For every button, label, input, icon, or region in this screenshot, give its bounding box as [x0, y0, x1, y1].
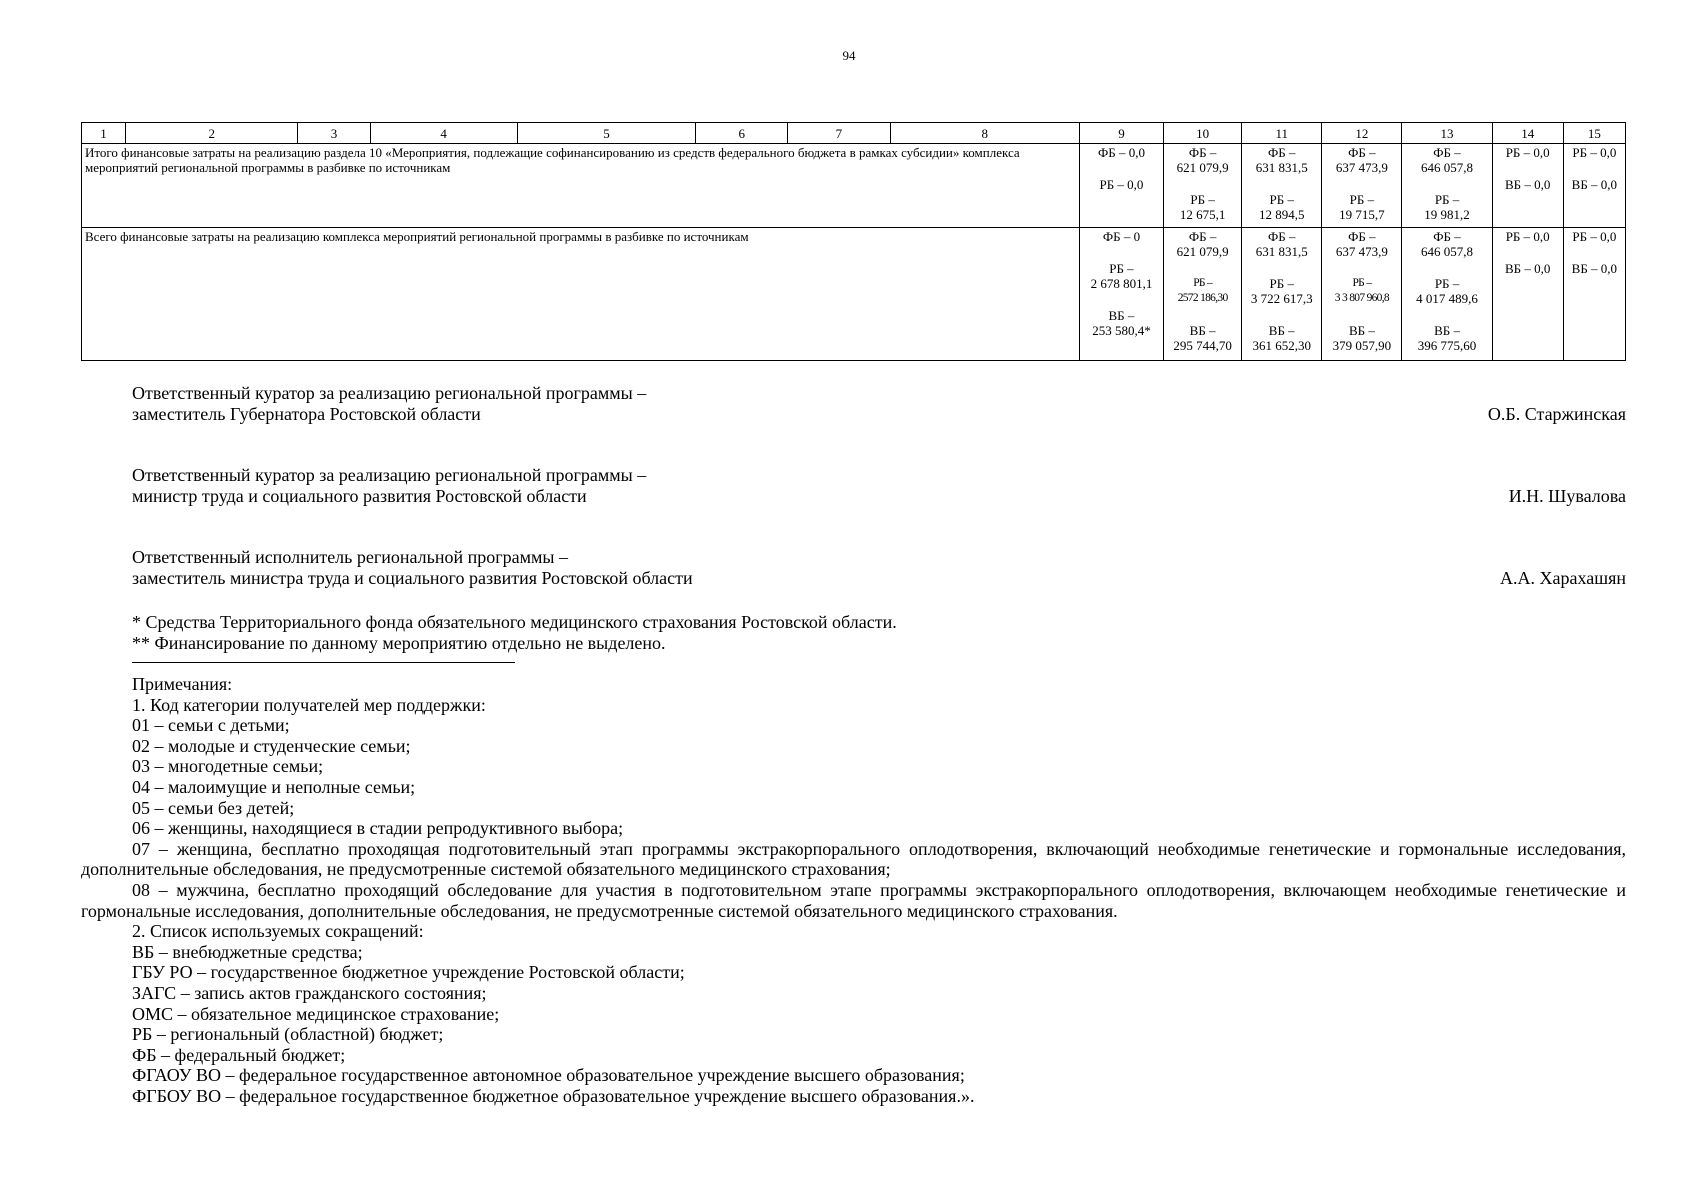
funding-cell: ФБ – 646 057,8 РБ – 19 981,2	[1402, 144, 1492, 228]
abbreviation: ВБ – внебюджетные средства;	[132, 941, 363, 962]
notes-section	[81, 674, 1626, 1106]
footnotes	[132, 612, 897, 654]
signature-position: Ответственный исполнитель региональной программы – заместитель министра труда и социального развития Ростовской области	[132, 547, 693, 588]
notes-heading: Примечания:	[132, 674, 233, 694]
signature-shuvalova	[132, 465, 1626, 507]
column-header: 1	[82, 123, 126, 144]
table-row	[82, 228, 1626, 361]
funding-cell: РБ – 0,0 ВБ – 0,0	[1563, 228, 1625, 361]
funding-cell: РБ – 0,0 ВБ – 0,0	[1492, 228, 1563, 361]
funding-cell: ФБ – 637 473,9 РБ – 3 3 807 960,8 ВБ – 379 057,90	[1322, 228, 1402, 361]
column-header: 7	[788, 123, 890, 144]
signature-name: А.А. Харахашян	[1500, 568, 1626, 588]
column-header: 4	[370, 123, 517, 144]
page-number: 94	[842, 48, 856, 63]
signature-position: Ответственный куратор за реализацию региональной программы – министр труда и социального развития Ростовской области	[132, 465, 647, 506]
category-code: 07 – женщина, бесплатно проходящая подготовительный этап программы экстракорпорального оплодотворения, включающий необходимые генетические и гормональные исследования, дополнительные обследования, не предусмотренные системой обязательного медицинского страхования;	[81, 838, 1626, 880]
abbreviation: РБ – региональный (областной) бюджет;	[132, 1024, 444, 1045]
funding-cell: ФБ – 0 РБ – 2 678 801,1 ВБ – 253 580,4*	[1079, 228, 1163, 361]
funding-cell: ФБ – 631 831,5 РБ – 12 894,5	[1242, 144, 1322, 228]
category-code: 05 – семьи без детей;	[132, 797, 295, 818]
column-header: 8	[890, 123, 1079, 144]
abbreviation: ОМС – обязательное медицинское страхование;	[132, 1003, 500, 1024]
signature-name: И.Н. Шувалова	[1508, 486, 1626, 506]
funding-cell: ФБ – 637 473,9 РБ – 19 715,7	[1322, 144, 1402, 228]
notes-item-title: 2. Список используемых сокращений:	[132, 921, 424, 942]
footnote-divider	[132, 662, 515, 663]
abbreviation: ФГАОУ ВО – федеральное государственное автономное образовательное учреждение высшего образования;	[132, 1065, 965, 1086]
abbreviation: ГБУ РО – государственное бюджетное учреждение Ростовской области;	[132, 962, 685, 983]
abbreviation: ФГБОУ ВО – федеральное государственное бюджетное образовательное учреждение высшего образования.».	[132, 1085, 975, 1106]
category-code: 04 – малоимущие и неполные семьи;	[132, 776, 416, 797]
signature-name: О.Б. Старжинская	[1487, 404, 1626, 424]
funding-cell: ФБ – 621 079,9 РБ – 2572 186,30 ВБ – 295 744,70	[1164, 228, 1242, 361]
column-header: 13	[1402, 123, 1492, 144]
table-header-row	[82, 123, 1626, 144]
category-code: 06 – женщины, находящиеся в стадии репродуктивного выбора;	[132, 818, 624, 839]
column-header: 5	[517, 123, 695, 144]
table-row	[82, 144, 1626, 228]
funding-cell: ФБ – 631 831,5 РБ – 3 722 617,3 ВБ – 361 652,30	[1242, 228, 1322, 361]
funding-cell: РБ – 0,0 ВБ – 0,0	[1563, 144, 1625, 228]
signature-position: Ответственный куратор за реализацию региональной программы – заместитель Губернатора Ростовской области	[132, 383, 647, 424]
column-header: 11	[1242, 123, 1322, 144]
funding-cell: ФБ – 0,0 РБ – 0,0	[1079, 144, 1163, 228]
signature-starzhinskaya	[132, 383, 1626, 425]
column-header: 14	[1492, 123, 1563, 144]
row-description: Итого финансовые затраты на реализацию раздела 10 «Мероприятия, подлежащие софинансированию из средств федерального бюджета в рамках субсидии» комплекса мероприятий региональной программы в разбивке по источникам	[82, 144, 1080, 228]
abbreviation: ЗАГС – запись актов гражданского состояния;	[132, 982, 487, 1003]
column-header: 10	[1164, 123, 1242, 144]
footnote: * Средства Территориального фонда обязательного медицинского страхования Ростовской области.	[132, 612, 897, 632]
notes-item-title: 1. Код категории получателей мер поддержки:	[132, 694, 486, 715]
column-header: 6	[696, 123, 788, 144]
column-header: 15	[1563, 123, 1625, 144]
funding-cell: РБ – 0,0 ВБ – 0,0	[1492, 144, 1563, 228]
column-header: 12	[1322, 123, 1402, 144]
category-code: 08 – мужчина, бесплатно проходящий обследование для участия в подготовительном этапе программы экстракорпорального оплодотворения, включающем необходимые генетические и гормональные исследования, дополнительные обследования, не предусмотренные системой обязательного медицинского страхования.	[81, 879, 1626, 921]
financing-table	[81, 122, 1626, 361]
funding-cell: ФБ – 621 079,9 РБ – 12 675,1	[1164, 144, 1242, 228]
column-header: 2	[126, 123, 298, 144]
column-header: 3	[298, 123, 370, 144]
funding-cell: ФБ – 646 057,8 РБ – 4 017 489,6 ВБ – 396 775,60	[1402, 228, 1492, 361]
footnote: ** Финансирование по данному мероприятию отдельно не выделено.	[132, 633, 666, 653]
row-description: Всего финансовые затраты на реализацию комплекса мероприятий региональной программы в разбивке по источникам	[82, 228, 1080, 361]
column-header: 9	[1079, 123, 1163, 144]
signature-kharakhashyan	[132, 547, 1626, 589]
category-code: 03 – многодетные семьи;	[132, 756, 324, 777]
signatures-block	[132, 383, 1626, 629]
category-code: 02 – молодые и студенческие семьи;	[132, 735, 411, 756]
category-code: 01 – семьи с детьми;	[132, 715, 290, 736]
abbreviation: ФБ – федеральный бюджет;	[132, 1044, 346, 1065]
